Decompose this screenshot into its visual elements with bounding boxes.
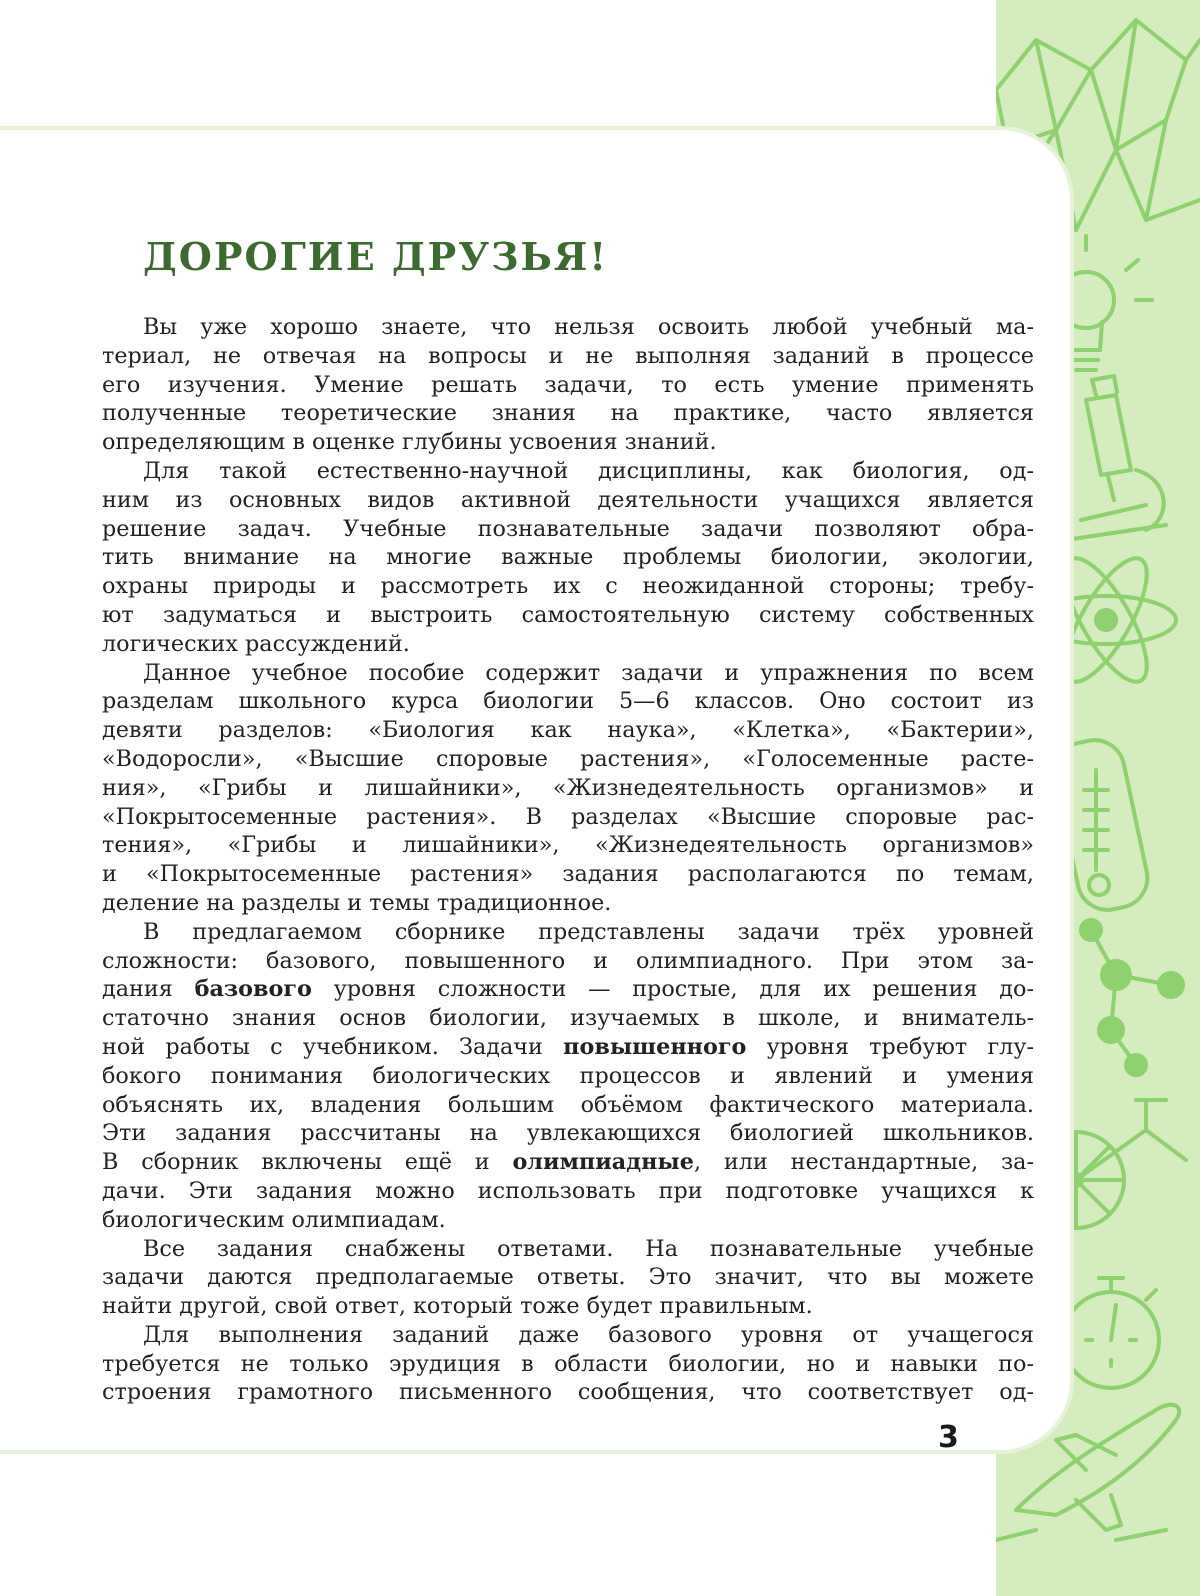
text-run: Эти задания рассчитаны на увлекающихся биологией школьников. xyxy=(102,1120,1034,1147)
text-run: «Покрытосеменные растения». В разделах «Высшие споровые рас- xyxy=(102,803,1034,830)
text-run: решение задач. Учебные познавательные задачи позволяют обра- xyxy=(102,515,1034,542)
text-run: требуется не только эрудиция в области биологии, но и навыки по- xyxy=(102,1350,1034,1377)
text-run: дания xyxy=(102,976,195,1003)
text-line xyxy=(102,313,1034,342)
text-line xyxy=(102,1206,1034,1235)
bold-term: олимпиадные xyxy=(512,1149,694,1176)
text-run: его изучения. Умение решать задачи, то есть умение применять xyxy=(102,371,1034,398)
paragraph xyxy=(102,659,1034,918)
text-line xyxy=(102,572,1034,601)
text-run: ния», «Грибы и лишайники», «Жизнедеятельность организмов» и xyxy=(102,774,1034,801)
text-run: уровня требуют глу- xyxy=(746,1033,1034,1060)
text-run: объяснять их, владения большим объёмом фактического материала. xyxy=(102,1091,1034,1118)
text-run: охраны природы и рассмотреть их с неожиданной стороны; требу- xyxy=(102,573,1034,600)
stopwatch-icon xyxy=(1063,1278,1159,1388)
text-line xyxy=(102,1235,1034,1264)
text-run: девяти разделов: «Биология как наука», «Клетка», «Бактерии», xyxy=(102,717,1034,744)
text-run: логических рассуждений. xyxy=(102,630,410,657)
text-run: «Водоросли», «Высшие споровые растения», «Голосеменные расте- xyxy=(102,745,1034,772)
paragraph xyxy=(102,1321,1034,1407)
text-line xyxy=(102,1033,1034,1062)
text-line xyxy=(102,803,1034,832)
text-line xyxy=(102,831,1034,860)
text-line xyxy=(102,601,1034,630)
text-line xyxy=(102,543,1034,572)
text-line xyxy=(102,1321,1034,1350)
text-line xyxy=(102,515,1034,544)
text-line xyxy=(102,630,1034,659)
text-run: уровня сложности — простые, для их решения до- xyxy=(311,976,1034,1003)
text-line xyxy=(102,918,1034,947)
paragraph xyxy=(102,313,1034,457)
text-line xyxy=(102,687,1034,716)
text-line xyxy=(102,1177,1034,1206)
text-line xyxy=(102,889,1034,918)
text-line xyxy=(102,947,1034,976)
text-line xyxy=(102,486,1034,515)
text-run: Все задания снабжены ответами. На познавательные учебные xyxy=(143,1235,1034,1262)
text-run: определяющим в оценке глубины усвоения знаний. xyxy=(102,429,717,456)
text-line xyxy=(102,716,1034,745)
text-run: ним из основных видов активной деятельности учащихся является xyxy=(102,486,1034,513)
text-line xyxy=(102,774,1034,803)
text-run: бокого понимания биологических процессов и явлений и умения xyxy=(102,1062,1034,1089)
text-run: Данное учебное пособие содержит задачи и упражнения по всем xyxy=(143,659,1034,686)
text-line xyxy=(102,1062,1034,1091)
text-line xyxy=(102,342,1034,371)
text-line xyxy=(102,659,1034,688)
text-line xyxy=(102,1263,1034,1292)
text-line xyxy=(102,457,1034,486)
text-line xyxy=(102,399,1034,428)
text-run: териал, не отвечая на вопросы и не выполняя заданий в процессе xyxy=(102,342,1034,369)
text-line xyxy=(102,745,1034,774)
text-run: В сборник включены ещё и xyxy=(102,1149,513,1176)
paragraph xyxy=(102,1235,1034,1321)
text-line xyxy=(102,1148,1034,1177)
paragraph xyxy=(102,918,1034,1235)
text-line xyxy=(102,1119,1034,1148)
page-number: 3 xyxy=(938,1420,959,1455)
text-run: В предлагаемом сборнике представлены задачи трёх уровней xyxy=(143,918,1034,945)
text-run: деление на разделы и темы традиционное. xyxy=(102,889,612,916)
text-line xyxy=(102,1350,1034,1379)
text-run: дачи. Эти задания можно использовать при подготовке учащихся к xyxy=(102,1177,1034,1204)
text-run: Для такой естественно-научной дисциплины, как биология, од- xyxy=(143,457,1034,484)
text-run: строения грамотного письменного сообщения, что соответствует од- xyxy=(102,1379,1034,1406)
text-line xyxy=(102,371,1034,400)
text-run: тения», «Грибы и лишайники», «Жизнедеятельность организмов» xyxy=(102,832,1034,859)
text-line xyxy=(102,428,1034,457)
text-run: задачи даются предполагаемые ответы. Это значит, что вы можете xyxy=(102,1264,1034,1291)
bold-term: базового xyxy=(194,976,312,1003)
main-text xyxy=(102,313,1034,1407)
text-line xyxy=(102,1378,1034,1407)
text-run: статочно знания основ биологии, изучаемых в школе, и вниматель- xyxy=(102,1005,1034,1032)
text-run: ют задуматься и выстроить самостоятельную систему собственных xyxy=(102,601,1034,628)
microscope-icon xyxy=(1066,376,1166,540)
text-run: тить внимание на многие важные проблемы биологии, экологии, xyxy=(102,544,1034,571)
text-run: ной работы с учебником. Задачи xyxy=(102,1033,564,1060)
text-run: Для выполнения заданий даже базового уровня от учащегося xyxy=(143,1321,1034,1348)
text-run: полученные теоретические знания на практике, часто является xyxy=(102,400,1034,427)
text-run: разделам школьного курса биологии 5—6 классов. Оно состоит из xyxy=(102,688,1034,715)
paragraph xyxy=(102,457,1034,659)
text-line xyxy=(102,975,1034,1004)
text-line xyxy=(102,1091,1034,1120)
text-run: найти другой, свой ответ, который тоже будет правильным. xyxy=(102,1293,813,1320)
text-line xyxy=(102,1004,1034,1033)
text-run: , или нестандартные, за- xyxy=(693,1149,1034,1176)
text-line xyxy=(102,860,1034,889)
text-line xyxy=(102,1292,1034,1321)
text-run: Вы уже хорошо знаете, что нельзя освоить любой учебный ма- xyxy=(143,314,1034,340)
text-run: сложности: базового, повышенного и олимпиадного. При этом за- xyxy=(102,947,1034,974)
text-run: биологическим олимпиадам. xyxy=(102,1206,446,1233)
text-run: и «Покрытосеменные растения» задания располагаются по темам, xyxy=(102,861,1034,888)
page-title: ДОРОГИЕ ДРУЗЬЯ! xyxy=(143,234,609,279)
bold-term: повышенного xyxy=(563,1033,747,1060)
molecule-icon xyxy=(1081,920,1183,1075)
